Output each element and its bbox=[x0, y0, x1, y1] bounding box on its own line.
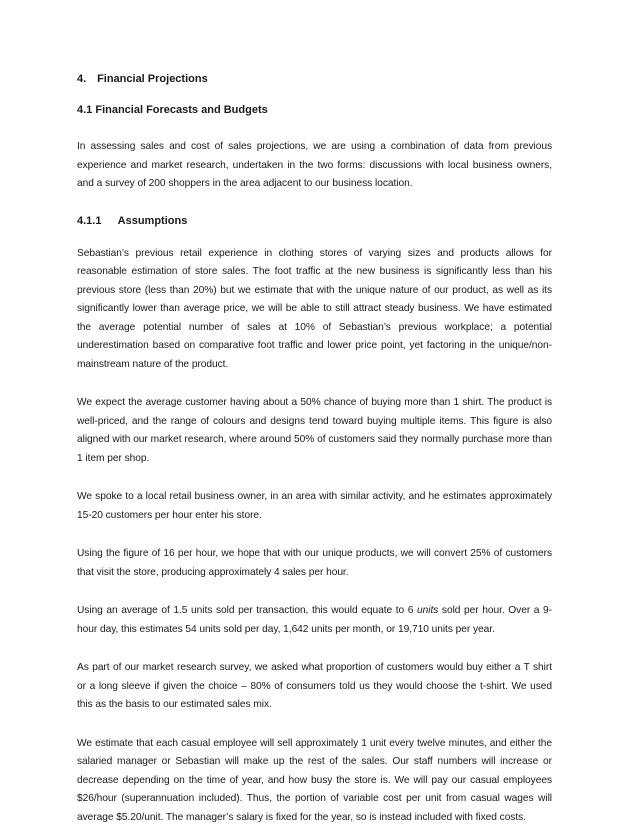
units-sold-text-after: sold per hour. Over a 9-hour day, this estimates 54 units sold per day, 1,642 units per month, or 19,710 units per year. bbox=[77, 605, 552, 635]
subsubsection-number: 4.1.1 bbox=[77, 214, 115, 228]
subsubsection-title: Assumptions bbox=[118, 215, 188, 227]
paragraph-staffing: We estimate that each casual employee will sell approximately 1 unit every twelve minutes, and either the salaried manager or Sebastian will make up the rest of the sales. Our staff numbers will increase or decrease depending on the time of year, and how busy the store is. We will pay our casual employees $26/hour (superannuation included). Thus, the portion of variable cost per unit from casual wages will average $5.20/unit. The manager’s salary is fixed for the year, so is instead included with fixed costs. bbox=[77, 735, 552, 827]
section-heading bbox=[77, 72, 552, 86]
paragraph-units-sold bbox=[77, 602, 552, 639]
units-sold-emphasis: units bbox=[417, 605, 438, 616]
subsection-heading: 4.1 Financial Forecasts and Budgets bbox=[77, 103, 552, 117]
section-title: Financial Projections bbox=[97, 73, 208, 85]
subsubsection-heading bbox=[77, 214, 552, 228]
paragraph-local-owner: We spoke to a local retail business owner, in an area with similar activity, and he estimates approximately 15-20 customers per hour enter his store. bbox=[77, 488, 552, 525]
paragraph-multiple-shirts: We expect the average customer having about a 50% chance of buying more than 1 shirt. The product is well-priced, and the range of colours and designs tend toward buying multiple items. This figure is also aligned with our market research, where around 50% of customers said they normally purchase more than 1 item per shop. bbox=[77, 394, 552, 468]
paragraph-conversion: Using the figure of 16 per hour, we hope that with our unique products, we will convert 25% of customers that visit the store, producing approximately 4 sales per hour. bbox=[77, 545, 552, 582]
section-number: 4. bbox=[77, 72, 94, 86]
paragraph-previous-experience: Sebastian’s previous retail experience in clothing stores of varying sizes and products allows for reasonable estimation of store sales. The foot traffic at the new business is significantly less than his previous store (less than 20%) but we estimate that with the unique nature of our product, as well as its significantly lower than average price, we will be able to still attract steady business. We have estimated the average potential number of sales at 10% of Sebastian’s previous workplace; a potential underestimation based on comparative foot traffic and lower price point, yet factoring in the unique/non-mainstream nature of the product. bbox=[77, 245, 552, 375]
intro-paragraph: In assessing sales and cost of sales projections, we are using a combination of data from previous experience and market research, undertaken in the two forms: discussions with local business owners, and a survey of 200 shoppers in the area adjacent to our business location. bbox=[77, 138, 552, 194]
units-sold-text-before: Using an average of 1.5 units sold per transaction, this would equate to 6 bbox=[77, 605, 417, 616]
paragraph-sales-mix: As part of our market research survey, we asked what proportion of customers would buy either a T shirt or a long sleeve if given the choice – 80% of consumers told us they would choose the t-shirt. We used this as the basis to our estimated sales mix. bbox=[77, 659, 552, 715]
